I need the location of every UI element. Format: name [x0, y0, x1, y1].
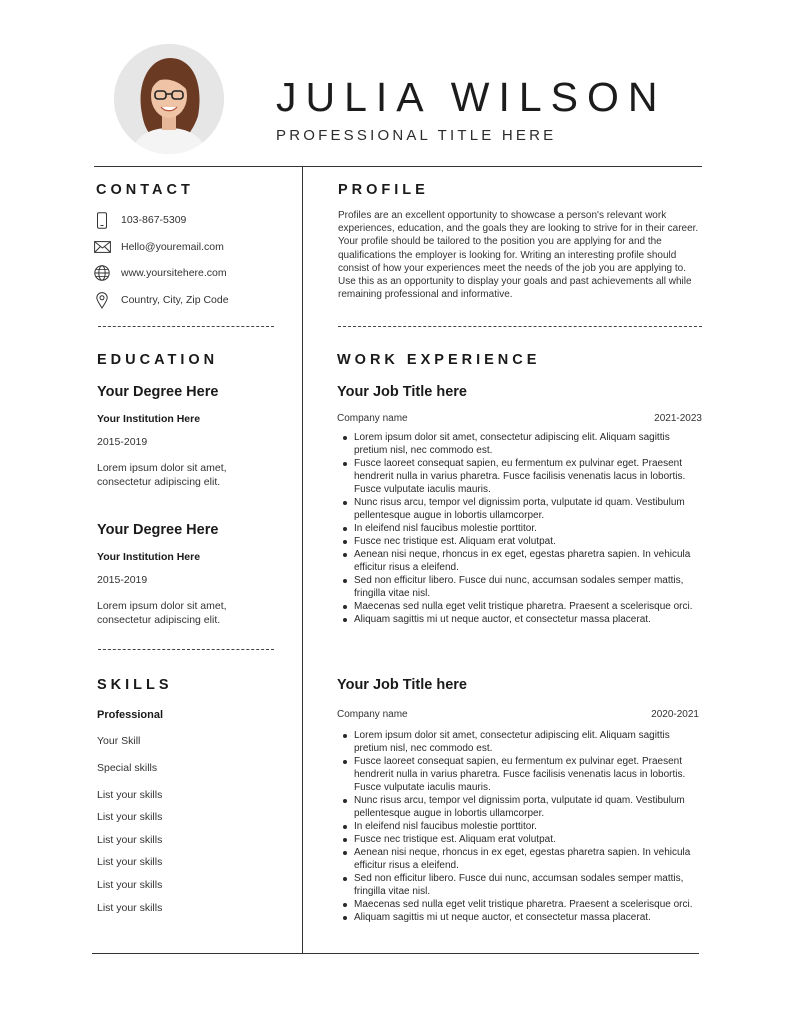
institution-name: Your Institution Here — [97, 413, 201, 425]
contact-heading: CONTACT — [96, 182, 194, 198]
portrait-illustration — [114, 44, 224, 154]
skill-item: Your Skill — [97, 735, 141, 747]
bullet-item: Aenean nisi neque, rhoncus in ex eget, egestas pharetra sapien. In vehicula efficitur risus a eleifend. — [354, 846, 699, 872]
column-divider — [302, 166, 303, 954]
contact-website — [93, 264, 227, 282]
job-meta — [337, 709, 699, 720]
company-name: Company name — [337, 709, 408, 720]
skill-item: List your skills — [97, 811, 163, 823]
full-name: JULIA WILSON — [276, 74, 667, 120]
contact-location-text: Country, City, Zip Code — [121, 294, 229, 306]
professional-title: PROFESSIONAL TITLE HERE — [276, 127, 557, 144]
skill-item: List your skills — [97, 834, 163, 846]
bullet-item: Lorem ipsum dolor sit amet, consectetur adipiscing elit. Aliquam sagittis pretium nisl, nec commodo est. — [354, 729, 699, 755]
header-divider — [94, 166, 702, 167]
bullet-item: Lorem ipsum dolor sit amet, consectetur adipiscing elit. Aliquam sagittis pretium nisl, nec commodo est. — [354, 431, 699, 457]
education-description: Lorem ipsum dolor sit amet, consectetur adipiscing elit. — [97, 462, 227, 488]
skill-item: List your skills — [97, 879, 163, 891]
company-name: Company name — [337, 413, 408, 424]
bullet-item: Aliquam sagittis mi ut neque auctor, et consectetur massa placerat. — [354, 911, 699, 924]
profile-text: Profiles are an excellent opportunity to showcase a person's relevant work experiences, education, and the goals they are looking to strive for in their career. Your profile should be tailored to the position you are applying for and the qualifications the employer is looking for. Writing an interesting profile should consist of how your experiences meet the needs of the job you are applying to. Use this as an opportunity to display your goals and past achievements all while remaining professional and informative. — [338, 210, 699, 301]
job-title: Your Job Title here — [337, 677, 467, 693]
bullet-item: In eleifend nisl faucibus molestie porttitor. — [354, 820, 699, 833]
skill-item: List your skills — [97, 856, 163, 868]
bullet-item: Nunc risus arcu, tempor vel dignissim porta, vulputate id quam. Vestibulum pellentesque augue in lobortis ullamcorper. — [354, 496, 699, 522]
contact-email-text: Hello@youremail.com — [121, 241, 224, 253]
globe-icon — [93, 264, 111, 282]
skill-item: List your skills — [97, 902, 163, 914]
skills-heading: SKILLS — [97, 677, 173, 693]
bullet-item: Fusce laoreet consequat sapien, eu fermentum ex pulvinar eget. Praesent hendrerit nulla in varius pharetra. Fusce facilisis venenatis lacus in lobortis. Fusce vulputate iaculis mauris. — [354, 755, 699, 794]
job-years: 2021-2023 — [654, 413, 702, 424]
degree-title: Your Degree Here — [97, 522, 219, 538]
bullet-item: Nunc risus arcu, tempor vel dignissim porta, vulputate id quam. Vestibulum pellentesque augue in lobortis ullamcorper. — [354, 794, 699, 820]
contact-phone — [93, 211, 186, 229]
job-bullets — [337, 431, 699, 626]
profile-photo — [114, 44, 224, 154]
bullet-item: Fusce laoreet consequat sapien, eu fermentum ex pulvinar eget. Praesent hendrerit nulla in varius pharetra. Fusce facilisis venenatis lacus in lobortis. Fusce vulputate iaculis mauris. — [354, 457, 699, 496]
education-heading: EDUCATION — [97, 352, 219, 368]
bullet-item: Fusce nec tristique est. Aliquam erat volutpat. — [354, 535, 699, 548]
job-meta — [337, 413, 702, 424]
work-experience-heading: WORK EXPERIENCE — [337, 352, 541, 368]
footer-divider — [92, 953, 699, 954]
bullet-item: Maecenas sed nulla eget velit tristique pharetra. Praesent a scelerisque orci. — [354, 600, 699, 613]
education-description: Lorem ipsum dolor sit amet, consectetur adipiscing elit. — [97, 600, 227, 626]
bullet-item: Sed non efficitur libero. Fusce dui nunc, accumsan sodales semper mattis, fringilla vitae nisl. — [354, 574, 699, 600]
bullet-item: Maecenas sed nulla eget velit tristique pharetra. Praesent a scelerisque orci. — [354, 898, 699, 911]
skill-item: Special skills — [97, 762, 158, 774]
contact-phone-text: 103-867-5309 — [121, 214, 187, 226]
contact-location — [93, 291, 229, 309]
skill-item: List your skills — [97, 789, 163, 801]
contact-email — [93, 238, 224, 256]
institution-name: Your Institution Here — [97, 551, 201, 563]
profile-heading: PROFILE — [338, 182, 429, 198]
bullet-item: Aliquam sagittis mi ut neque auctor, et consectetur massa placerat. — [354, 613, 699, 626]
contact-website-text: www.yoursitehere.com — [121, 267, 227, 279]
mail-icon — [93, 238, 111, 256]
education-years: 2015-2019 — [97, 436, 148, 448]
location-pin-icon — [93, 291, 111, 309]
bullet-item: Sed non efficitur libero. Fusce dui nunc, accumsan sodales semper mattis, fringilla vitae nisl. — [354, 872, 699, 898]
bullet-item: Fusce nec tristique est. Aliquam erat volutpat. — [354, 833, 699, 846]
job-years: 2020-2021 — [651, 709, 699, 720]
education-divider — [98, 649, 274, 650]
contact-divider — [98, 326, 274, 327]
bullet-item: In eleifend nisl faucibus molestie porttitor. — [354, 522, 699, 535]
bullet-item: Aenean nisi neque, rhoncus in ex eget, egestas pharetra sapien. In vehicula efficitur risus a eleifend. — [354, 548, 699, 574]
degree-title: Your Degree Here — [97, 384, 219, 400]
profile-divider — [338, 326, 702, 327]
skills-subheading: Professional — [97, 709, 164, 721]
job-title: Your Job Title here — [337, 384, 467, 400]
job-bullets — [337, 729, 699, 924]
education-years: 2015-2019 — [97, 574, 148, 586]
phone-icon — [93, 211, 111, 229]
